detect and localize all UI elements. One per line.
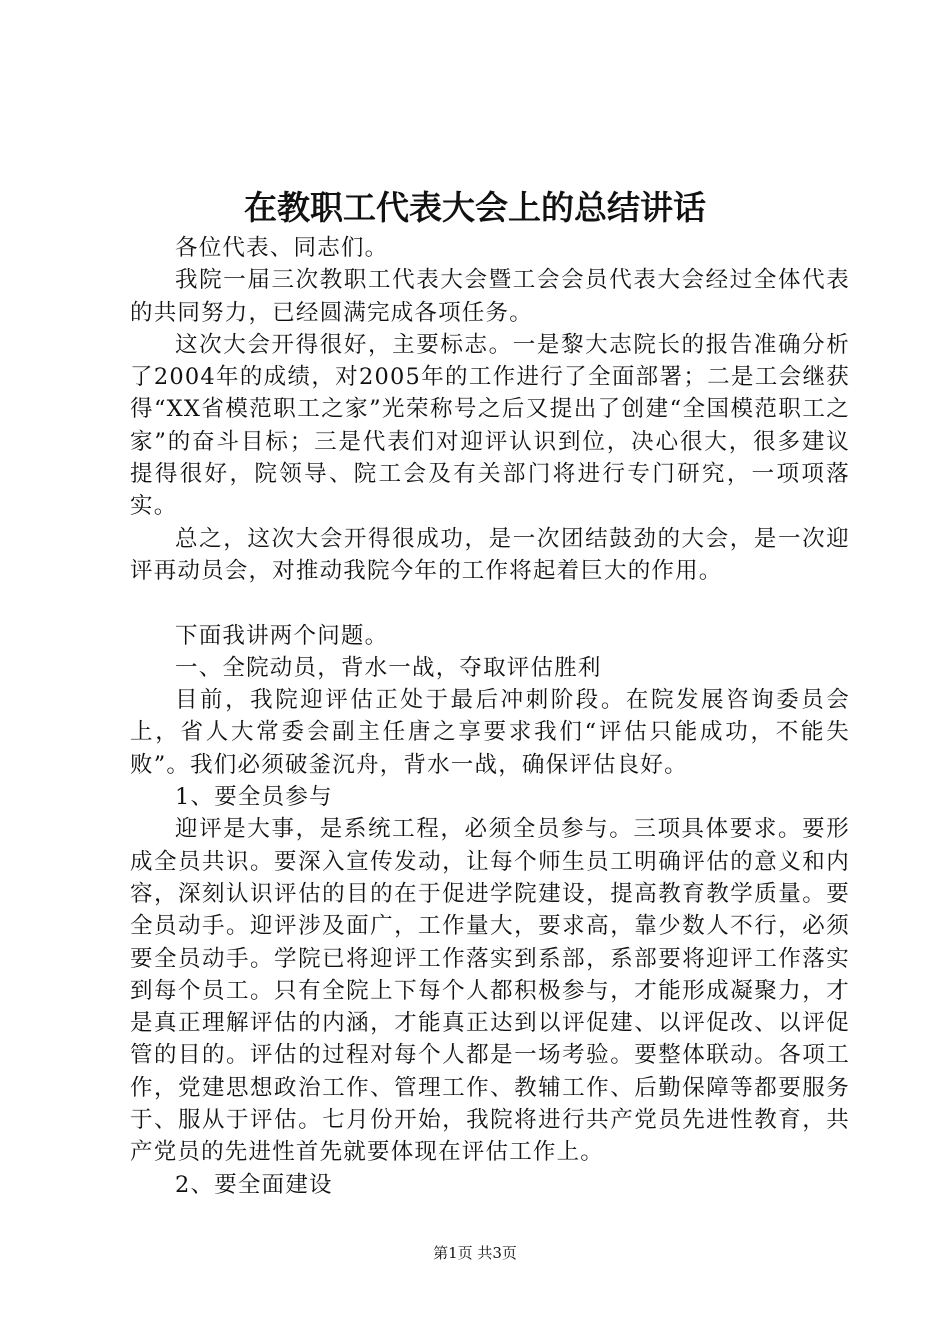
body-paragraph: 迎评是大事，是系统工程，必须全员参与。三项具体要求。要形成全员共识。要深入宣传发动，让每个师生员工明确评估的意义和内容，深刻认识评估的目的在于促进学院建设，提高教育教学质量。要全员动手。迎评涉及面广，工作量大，要求高，靠少数人不行，必须要全员动手。学院已将迎评工作落实到系部，系部要将迎评工作落实到每个员工。只有全院上下每个人都积极参与，才能形成凝聚力，才是真正理解评估的内涵，才能真正达到以评促建、以评促改、以评促管的目的。评估的过程对每个人都是一场考验。要整体联动。各项工作，党建思想政治工作、管理工作、教辅工作、后勤保障等都要服务于、服从于评估。七月份开始，我院将进行共产党员先进性教育，共产党员的先进性首先就要体现在评估工作上。 <box>130 816 850 1166</box>
salutation: 各位代表、同志们。 <box>175 235 389 261</box>
body-paragraph: 下面我讲两个问题。 <box>175 622 389 649</box>
body-paragraph: 总之，这次大会开得很成功，是一次团结鼓劲的大会，是一次迎评再动员会，对推动我院今年的工作将起着巨大的作用。 <box>130 525 850 584</box>
page-title: 在教职工代表大会上的总结讲话 <box>244 188 706 227</box>
body-paragraph: 目前，我院迎评估正处于最后冲刺阶段。在院发展咨询委员会上，省人大常委会副主任唐之享要求我们“评估只能成功，不能失败”。我们必须破釜沉舟，背水一战，确保评估良好。 <box>130 687 850 778</box>
subsection-heading: 1、要全员参与 <box>175 784 333 811</box>
body-paragraph: 这次大会开得很好，主要标志。一是黎大志院长的报告准确分析了2004年的成绩，对2005年的工作进行了全面部署；二是工会继获得“XX省模范职工之家”光荣称号之后又提出了创建“全国模范职工之家”的奋斗目标；三是代表们对迎评认识到位，决心很大，很多建议提得很好，院领导、院工会及有关部门将进行专门研究，一项项落实。 <box>130 331 850 520</box>
section-heading: 一、全院动员，背水一战，夺取评估胜利 <box>175 654 602 681</box>
page-number: 第1页 共3页 <box>433 1244 517 1262</box>
subsection-heading: 2、要全面建设 <box>175 1171 333 1198</box>
document-body <box>130 232 850 1201</box>
body-paragraph: 我院一届三次教职工代表大会暨工会会员代表大会经过全体代表的共同努力，已经圆满完成各项任务。 <box>130 267 850 326</box>
paragraph-gap <box>130 587 850 619</box>
